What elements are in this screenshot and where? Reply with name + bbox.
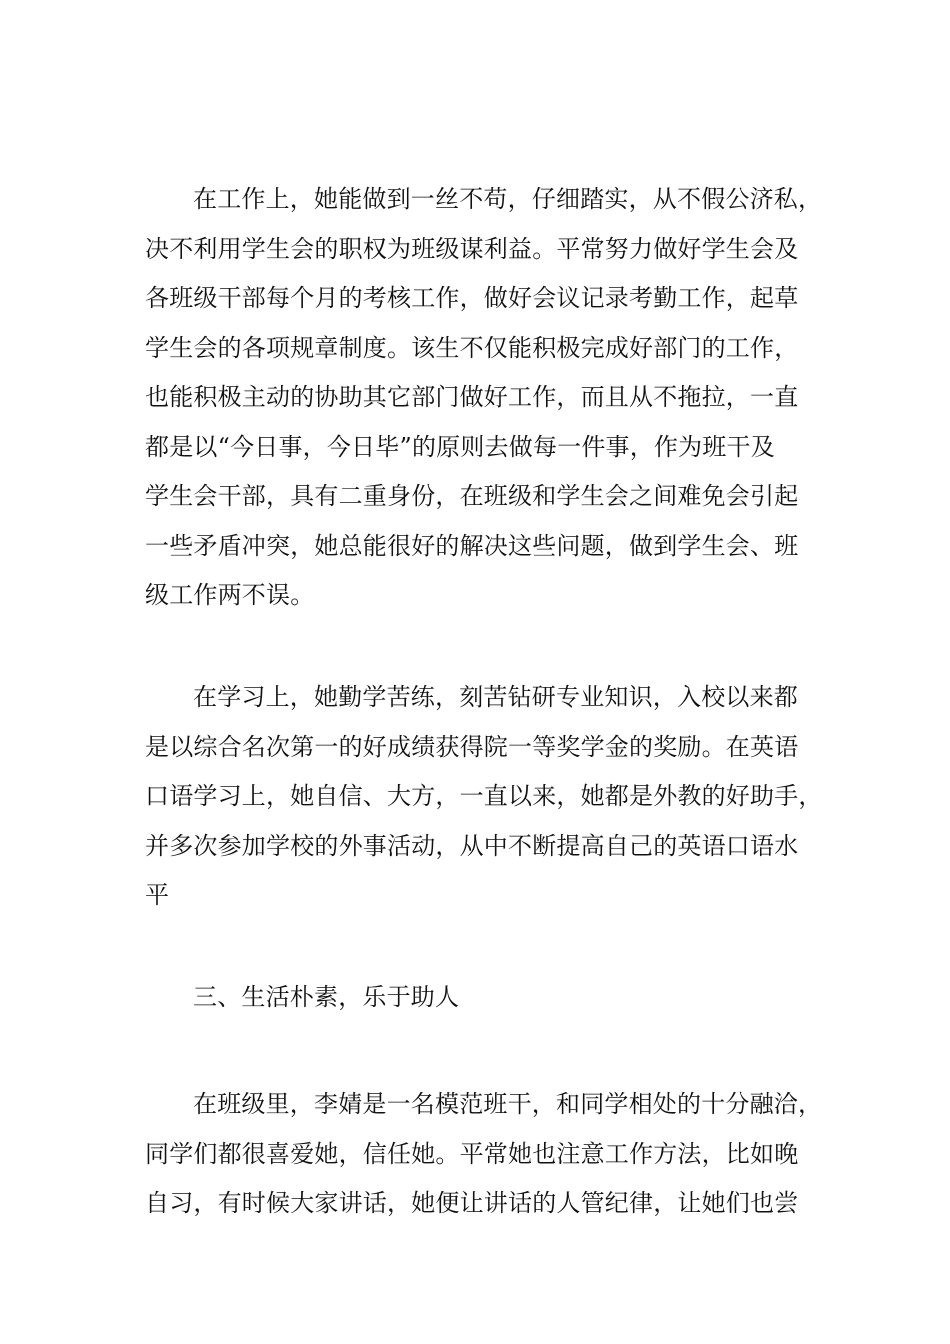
section-heading bbox=[145, 973, 835, 1023]
paragraph-work bbox=[145, 175, 835, 621]
text-line: 决不利用学生会的职权为班级谋利益。平常努力做好学生会及 bbox=[145, 234, 799, 263]
text-line: 也能积极主动的协助其它部门做好工作，而且从不拖拉，一直 bbox=[145, 383, 799, 411]
text-line: 都是以“今日事，今日毕”的原则去做每一件事，作为班干及 bbox=[145, 432, 775, 461]
text-line: 自习，有时候大家讲话，她便让讲话的人管纪律，让她们也尝 bbox=[145, 1189, 799, 1217]
text-line: 平 bbox=[145, 881, 170, 909]
text-line: 级工作两不误。 bbox=[145, 581, 315, 609]
text-line: 同学们都很喜爱她，信任她。平常她也注意工作方法，比如晚 bbox=[145, 1139, 799, 1168]
heading-line: 三、生活朴素，乐于助人 bbox=[193, 983, 460, 1011]
text-line: 在班级里，李婧是一名模范班干，和同学相处的十分融洽， bbox=[193, 1090, 823, 1118]
text-line: 在学习上，她勤学苦练，刻苦钻研专业知识，入校以来都 bbox=[193, 683, 798, 711]
text-line: 学生会干部，具有二重身份，在班级和学生会之间难免会引起 bbox=[145, 482, 799, 510]
text-line: 各班级干部每个月的考核工作，做好会议记录考勤工作，起草 bbox=[145, 284, 799, 312]
text-line: 在工作上，她能做到一丝不苟，仔细踏实，从不假公济私， bbox=[193, 185, 823, 213]
text-line: 一些矛盾冲突，她总能很好的解决这些问题，做到学生会、班 bbox=[145, 531, 799, 560]
paragraph-class-life bbox=[145, 1080, 835, 1229]
text-line: 口语学习上，她自信、大方，一直以来，她都是外教的好助手， bbox=[145, 782, 823, 810]
paragraph-study bbox=[145, 673, 835, 921]
text-line: 并多次参加学校的外事活动，从中不断提高自己的英语口语水 bbox=[145, 831, 799, 860]
text-line: 是以综合名次第一的好成绩获得院一等奖学金的奖励。在英语 bbox=[145, 732, 799, 761]
text-line: 学生会的各项规章制度。该生不仅能积极完成好部门的工作， bbox=[145, 333, 799, 362]
